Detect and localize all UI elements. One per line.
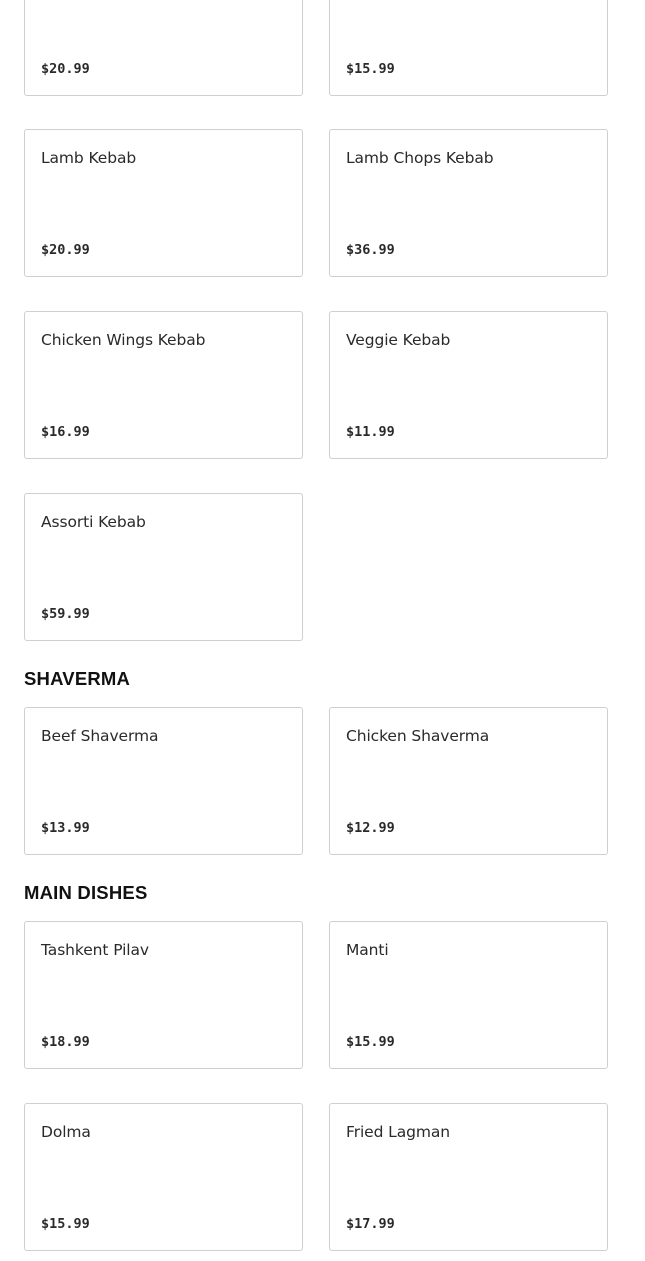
menu-item-name: Lamb Kebab [41,149,137,167]
menu-item-card[interactable] [329,1103,608,1251]
menu-item-card[interactable] [24,921,303,1069]
menu-item-price: $11.99 [346,424,395,440]
menu-item-price: $15.99 [41,1216,90,1232]
menu-item-price: $15.99 [346,61,395,77]
menu-item-price: $12.99 [346,820,395,836]
menu-item-card[interactable] [24,493,303,641]
menu-item-price: $16.99 [41,424,90,440]
menu-item-name: Assorti Kebab [41,513,146,531]
menu-item-card[interactable] [24,129,303,277]
menu-item-price: $13.99 [41,820,90,836]
menu-item-card[interactable] [24,707,303,855]
menu-item-card[interactable] [24,0,303,96]
menu-item-card[interactable] [24,311,303,459]
menu-item-card[interactable] [24,1103,303,1251]
menu-item-card[interactable] [329,921,608,1069]
menu-item-name: Chicken Wings Kebab [41,331,206,349]
menu-item-name: Dolma [41,1123,91,1141]
menu-item-card[interactable] [329,0,608,96]
menu-item-price: $59.99 [41,606,90,622]
menu-item-name: Fried Lagman [346,1123,450,1141]
menu-item-name: Tashkent Pilav [41,941,149,959]
menu-item-card[interactable] [329,707,608,855]
menu-item-name: Lamb Chops Kebab [346,149,494,167]
section-title-shaverma: SHAVERMA [24,668,131,689]
menu-item-price: $20.99 [41,61,90,77]
menu-item-name: Veggie Kebab [346,331,451,349]
menu-item-name: Beef Shaverma [41,727,159,745]
menu-item-name: Chicken Shaverma [346,727,490,745]
section-title-main-dishes: MAIN DISHES [24,882,148,903]
menu-item-price: $17.99 [346,1216,395,1232]
menu-item-price: $18.99 [41,1034,90,1050]
menu-item-card[interactable] [329,311,608,459]
menu-item-card[interactable] [329,129,608,277]
menu-item-price: $15.99 [346,1034,395,1050]
menu-item-price: $36.99 [346,242,395,258]
menu-item-name: Manti [346,941,389,959]
menu-item-price: $20.99 [41,242,90,258]
